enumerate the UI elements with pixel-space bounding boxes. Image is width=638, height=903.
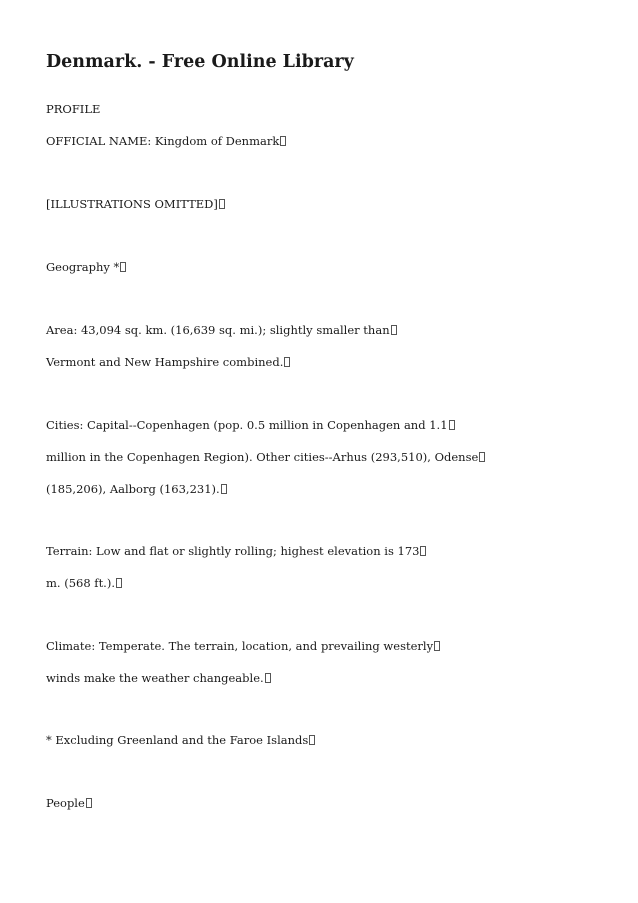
text-line-people-heading: People: [46, 795, 92, 811]
missing-glyph-icon: [265, 673, 271, 683]
text-line-geography-heading: Geography *: [46, 259, 126, 275]
text-line-cities-end: (185,206), Aalborg (163,231).: [46, 481, 227, 497]
text-line-footnote: * Excluding Greenland and the Faroe Islands: [46, 732, 315, 748]
text-line-cities: Cities: Capital--Copenhagen (pop. 0.5 million in Copenhagen and 1.1: [46, 417, 455, 433]
document-title: Denmark. - Free Online Library: [46, 52, 354, 72]
text-line-area-continued: Vermont and New Hampshire combined.: [46, 354, 290, 370]
text-line-profile-heading: PROFILE: [46, 102, 101, 116]
missing-glyph-icon: [221, 484, 227, 494]
missing-glyph-icon: [434, 641, 440, 651]
missing-glyph-icon: [86, 798, 92, 808]
missing-glyph-icon: [284, 357, 290, 367]
missing-glyph-icon: [479, 452, 485, 462]
missing-glyph-icon: [391, 325, 397, 335]
text-line-area: Area: 43,094 sq. km. (16,639 sq. mi.); slightly smaller than: [46, 322, 397, 338]
missing-glyph-icon: [120, 262, 126, 272]
missing-glyph-icon: [420, 546, 426, 556]
text-line-terrain-continued: m. (568 ft.).: [46, 575, 122, 591]
text-line-cities-continued: million in the Copenhagen Region). Other cities--Arhus (293,510), Odense: [46, 449, 485, 465]
text-line-climate: Climate: Temperate. The terrain, location, and prevailing westerly: [46, 638, 440, 654]
text-line-official-name: OFFICIAL NAME: Kingdom of Denmark: [46, 133, 286, 149]
text-line-climate-continued: winds make the weather changeable.: [46, 670, 271, 686]
missing-glyph-icon: [309, 735, 315, 745]
text-line-terrain: Terrain: Low and flat or slightly rolling; highest elevation is 173: [46, 543, 426, 559]
missing-glyph-icon: [116, 578, 122, 588]
text-line-illustrations-omitted: [ILLUSTRATIONS OMITTED]: [46, 196, 225, 212]
missing-glyph-icon: [219, 199, 225, 209]
missing-glyph-icon: [449, 420, 455, 430]
missing-glyph-icon: [280, 136, 286, 146]
